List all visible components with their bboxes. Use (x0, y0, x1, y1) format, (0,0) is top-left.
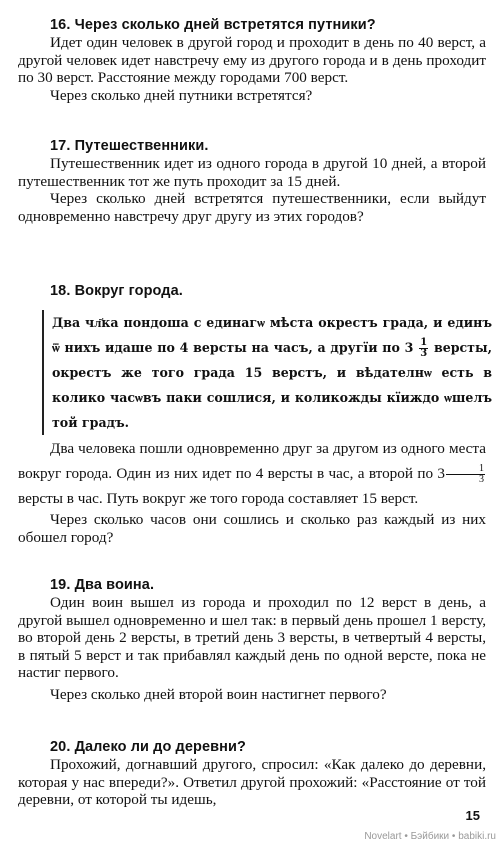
mixed-number-fraction (446, 464, 485, 485)
church-quote-part-1: Два чл҃ка пондоша с единагѡ мѣста окрестъ града, и единъ ѿ нихъ идаше по 4 версты на часъ, а другїи по 3 (52, 315, 492, 355)
problem-17-heading: 17. Путешественники. (50, 138, 209, 154)
problem-20 (18, 738, 486, 809)
problem-18-paragraph-2: Через сколько часов они сошлись и сколько раз каждый из них обошел город? (18, 511, 486, 546)
problem-18-translation (18, 436, 486, 546)
watermark: Novelart • Бэйбики • babiki.ru (364, 831, 496, 842)
problem-18-text-before: Два человека пошли одновременно друг за другом из одного места вокруг города. Один из них идет по 4 версты в час, а второй по (18, 440, 486, 482)
problem-17-paragraph-2: Через сколько дней встретятся путешественники, если выйдут одновременно навстречу друг другу из этих городов? (18, 190, 486, 225)
mixed-number-whole: 3 (437, 465, 445, 482)
problem-18-heading: 18. Вокруг города. (50, 283, 183, 299)
problem-16 (18, 16, 486, 104)
fraction-numerator: 1 (446, 464, 485, 475)
problem-20-paragraph-1: Прохожий, догнавший другого, спросил: «Как далеко до деревни, которая у нас впереди?». Ответил другой прохожий: «Расстояние от той деревни, от которой ты идешь, (18, 756, 486, 809)
problem-19-paragraph-2: Через сколько дней второй воин настигнет первого? (50, 685, 387, 703)
problem-18-text-after: версты в час. Путь вокруг же того города составляет 15 верст. (18, 490, 419, 507)
fraction-denominator: 3 (479, 474, 484, 486)
church-slavonic-quote (42, 310, 492, 435)
problem-18-paragraph-1 (18, 436, 486, 511)
mixed-number (437, 463, 486, 486)
problem-19-heading: 19. Два воина. (50, 577, 155, 593)
church-quote-part-2: версты, окрестъ же того града 15 верстъ, и вѣдателнѡ есть в колико часѡвъ паки сошлися, и коликожды кїиждо ѡшелъ той градъ. (52, 340, 492, 430)
problem-19 (18, 576, 486, 704)
problem-19-paragraph-1: Один воин вышел из города и проходил по 12 верст в день, а другой вышел одновременно и шел так: в первый день прошел 1 версту, во второй день 2 версты, в третий день 3 версты, в четвертый 4 версты, в пятый 5 верст и так прибавлял каждый день по одной версте, пока не настиг первого. (18, 594, 486, 682)
problem-16-paragraph-1: Идет один человек в другой город и проходит в день по 40 верст, а другой человек идет навстречу ему из другого города и в день проходит по 30 верст. Расстояние между городами 700 верст. (18, 34, 486, 87)
problem-17 (18, 137, 486, 225)
problem-18 (18, 282, 486, 300)
church-fraction-numerator: 1 (420, 337, 428, 348)
problem-20-heading: 20. Далеко ли до деревни? (50, 739, 246, 755)
problem-16-paragraph-2: Через сколько дней путники встретятся? (50, 86, 313, 104)
page-number: 15 (465, 808, 480, 823)
problem-17-paragraph-1: Путешественник идет из одного города в другой 10 дней, а второй путешественник тот же путь проходит за 15 дней. (18, 155, 486, 190)
problem-16-heading: 16. Через сколько дней встретятся путники? (50, 17, 376, 33)
church-quote-fraction (419, 338, 428, 359)
church-fraction-denominator: 3 (420, 348, 428, 359)
